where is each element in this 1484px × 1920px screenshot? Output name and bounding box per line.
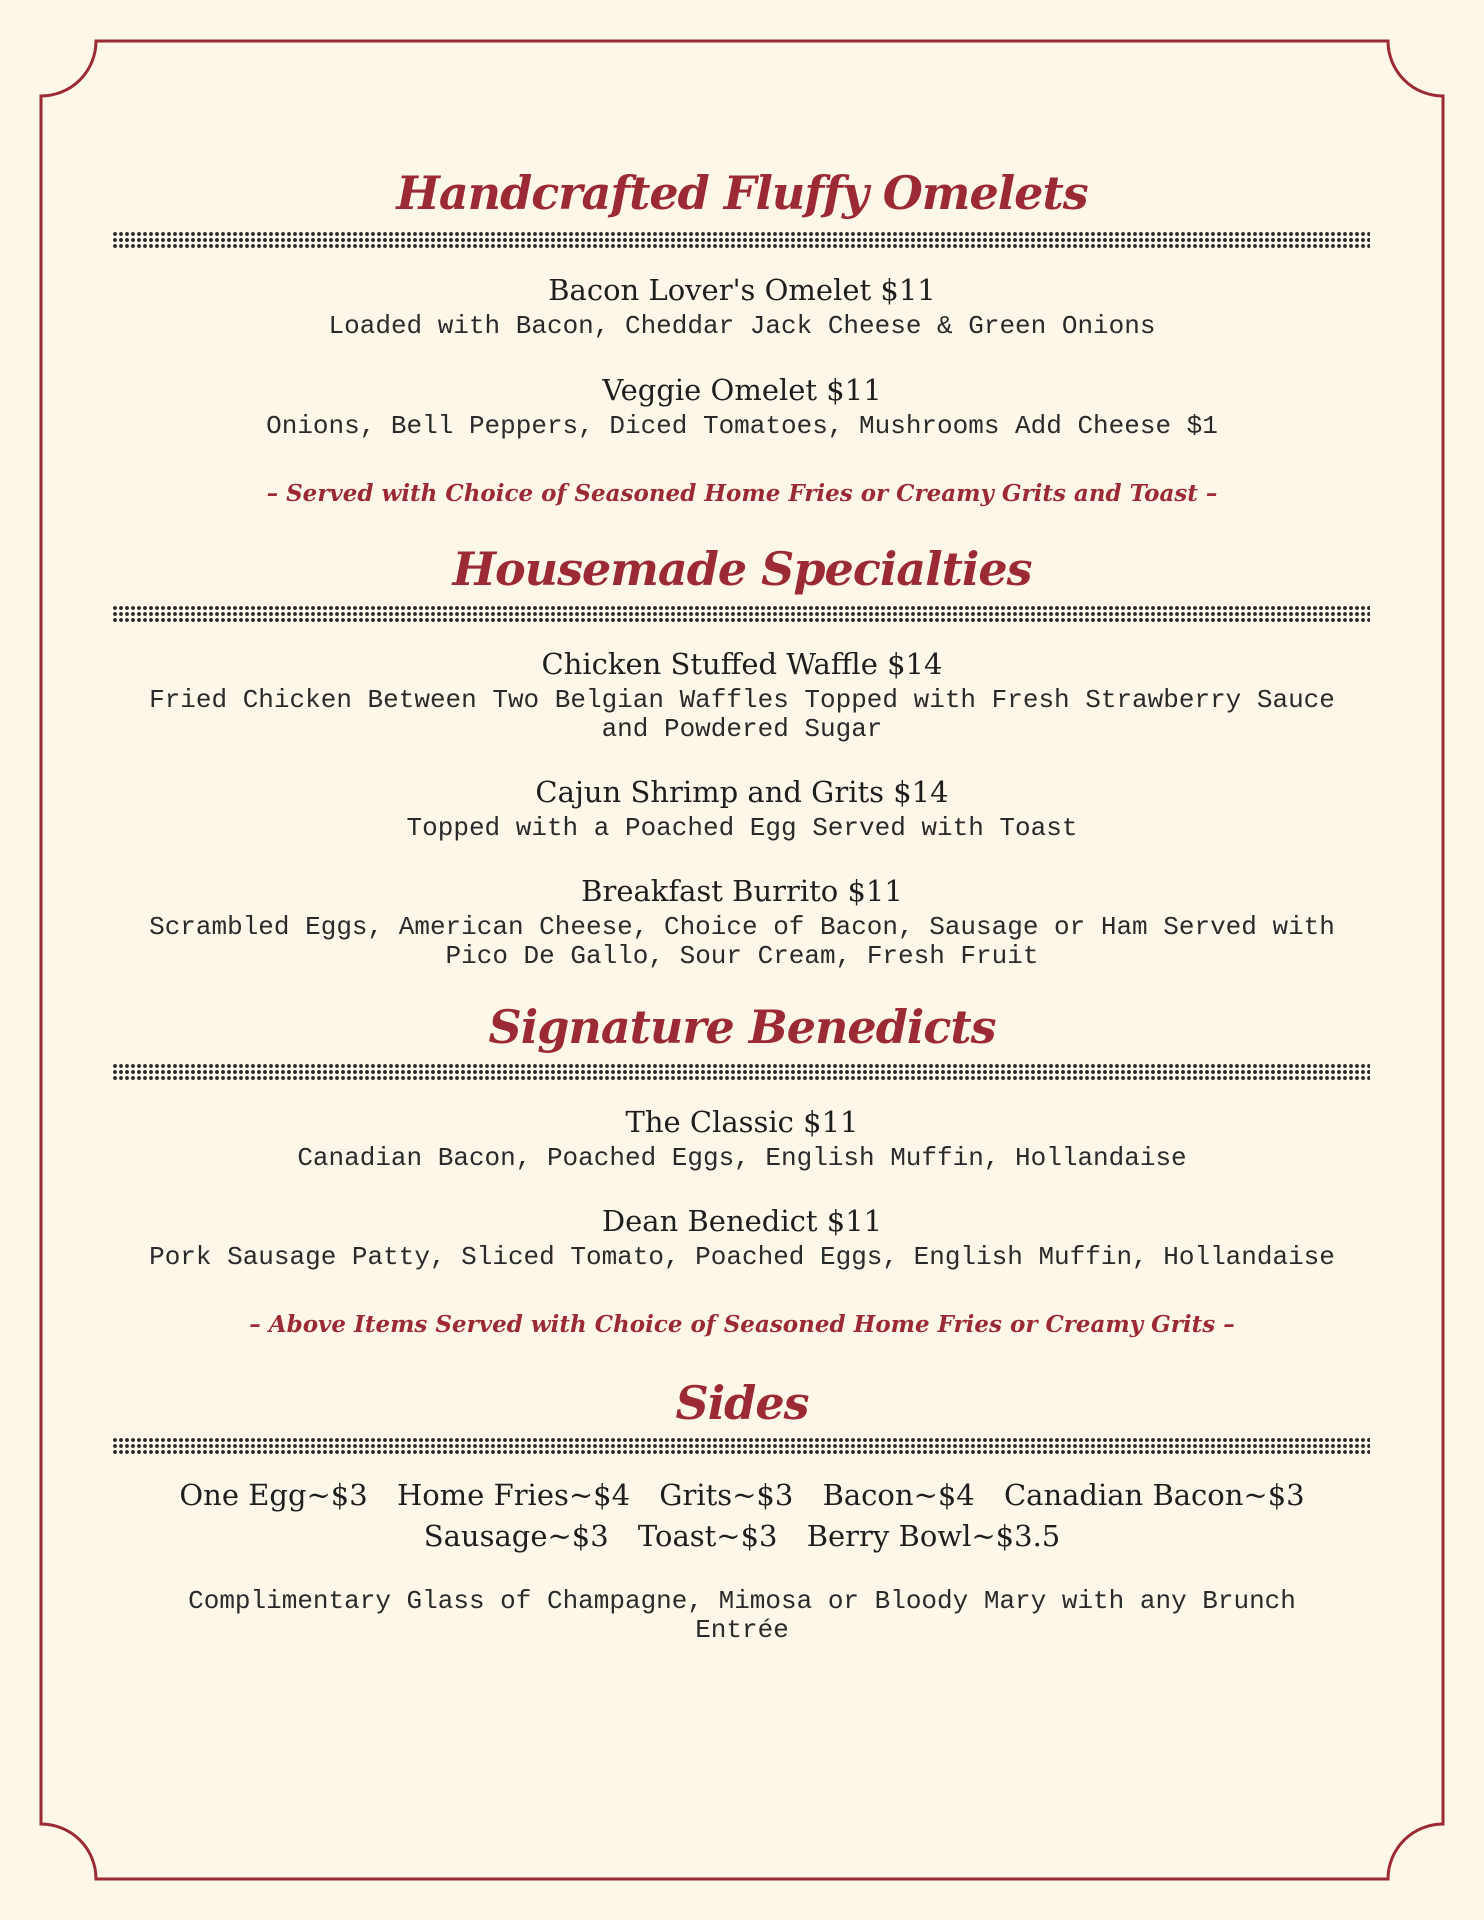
side-item: Bacon~$4 [822, 1478, 975, 1512]
menu-item-name: Breakfast Burrito $11 [581, 874, 903, 908]
menu-item-name: The Classic $11 [625, 1105, 859, 1139]
footer-note: Entrée [695, 1615, 789, 1645]
section-title-benedicts: Signature Benedicts [488, 1000, 996, 1054]
footer-note: Complimentary Glass of Champagne, Mimosa or Bloody Mary with any Brunch [188, 1586, 1296, 1616]
menu-item-name: Chicken Stuffed Waffle $14 [541, 647, 943, 681]
menu-item-description: Topped with a Poached Egg Served with Toast [406, 813, 1078, 843]
menu-item-name: Veggie Omelet $11 [602, 373, 882, 407]
menu-item-name: Cajun Shrimp and Grits $14 [535, 775, 949, 809]
menu-item-description: Loaded with Bacon, Cheddar Jack Cheese & Green Onions [328, 311, 1156, 341]
menu-item-description: Pico De Gallo, Sour Cream, Fresh Fruit [445, 941, 1039, 971]
section-title-sides: Sides [675, 1376, 809, 1430]
menu-item-description: Fried Chicken Between Two Belgian Waffles Topped with Fresh Strawberry Sauce [149, 685, 1335, 715]
menu-item-description: Pork Sausage Patty, Sliced Tomato, Poached Eggs, English Muffin, Hollandaise [149, 1242, 1335, 1272]
menu-item-name: Bacon Lover's Omelet $11 [548, 273, 936, 307]
section-title-omelets: Handcrafted Fluffy Omelets [396, 166, 1088, 220]
sides-row-2 [110, 1519, 1374, 1553]
dotted-divider [112, 231, 1370, 249]
side-item: Toast~$3 [637, 1519, 778, 1553]
side-item: Grits~$3 [659, 1478, 794, 1512]
serving-note: – Served with Choice of Seasoned Home Fries or Creamy Grits and Toast – [266, 480, 1218, 507]
side-item: One Egg~$3 [179, 1478, 368, 1512]
sides-row-1 [110, 1478, 1374, 1512]
menu-item-description: Canadian Bacon, Poached Eggs, English Muffin, Hollandaise [297, 1143, 1187, 1173]
serving-note: – Above Items Served with Choice of Seasoned Home Fries or Creamy Grits – [249, 1311, 1235, 1338]
menu-item-description: Scrambled Eggs, American Cheese, Choice of Bacon, Sausage or Ham Served with [149, 912, 1335, 942]
dotted-divider [112, 1063, 1370, 1081]
side-item: Home Fries~$4 [396, 1478, 631, 1512]
side-item: Sausage~$3 [423, 1519, 609, 1553]
side-item: Canadian Bacon~$3 [1003, 1478, 1305, 1512]
menu-item-description: Onions, Bell Peppers, Diced Tomatoes, Mushrooms Add Cheese $1 [266, 411, 1218, 441]
dotted-divider [112, 1437, 1370, 1455]
menu-item-name: Dean Benedict $11 [601, 1204, 883, 1238]
menu-item-description: and Powdered Sugar [601, 714, 883, 744]
side-item: Berry Bowl~$3.5 [806, 1519, 1061, 1553]
section-title-specialties: Housemade Specialties [452, 542, 1032, 596]
dotted-divider [112, 605, 1370, 623]
